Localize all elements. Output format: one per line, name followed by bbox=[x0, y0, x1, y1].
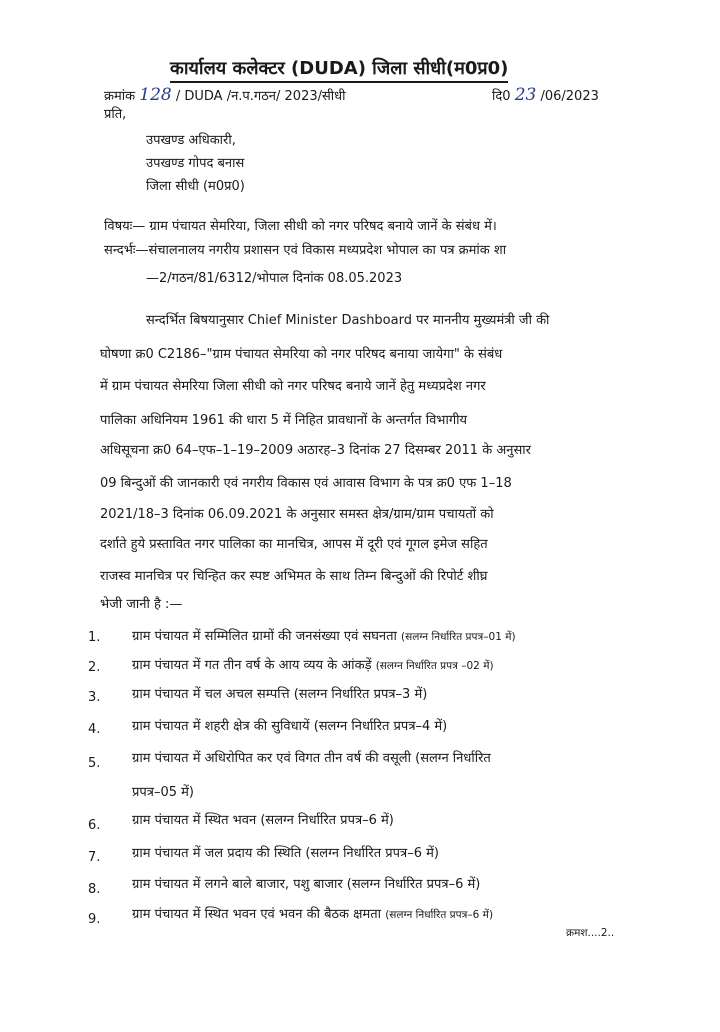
subject-line: विषयः— ग्राम पंचायत सेमरिया, जिला सीधी को नगर परिषद बनाये जानें के संबंध में। bbox=[104, 219, 497, 234]
body-line-8: दर्शाते हुये प्रस्तावित नगर पालिका का मानचित्र, आपस में दूरी एवं गूगल इमेज सहित bbox=[100, 537, 488, 552]
list-item-text: ग्राम पंचायत में गत तीन वर्ष के आय व्यय के आंकड़ें bbox=[132, 658, 372, 673]
list-item bbox=[132, 874, 480, 892]
continued-marker: क्रमश....2.. bbox=[566, 927, 615, 939]
body-line-5: अधिसूचना क्र0 64–एफ–1–19–2009 अठारह–3 दिनांक 27 दिसम्बर 2011 के अनुसार bbox=[100, 443, 531, 458]
list-item-text: ग्राम पंचायत में स्थित भवन एवं भवन की बैठक क्षमता bbox=[132, 907, 382, 922]
kramank-rest: / DUDA /न.प.गठन/ 2023/सीधी bbox=[175, 89, 346, 104]
list-item-text: ग्राम पंचायत में स्थित भवन (सलग्न निर्धारित प्रपत्र–6 में) bbox=[132, 813, 394, 828]
list-item-number: 5. bbox=[88, 756, 101, 771]
kramank-label: क्रमांक bbox=[104, 89, 136, 104]
body-line-3: में ग्राम पंचायत सेमरिया जिला सीधी को नगर परिषद बनाये जानें हेतु मध्यप्रदेश नगर bbox=[100, 379, 486, 394]
reference-sandarbh-1: सन्दर्भः—संचालनालय नगरीय प्रशासन एवं विकास मध्यप्रदेश भोपाल का पत्र क्रमांक शा bbox=[104, 243, 507, 258]
list-item-text: ग्राम पंचायत में जल प्रदाय की स्थिति (सलग्न निर्धारित प्रपत्र–6 में) bbox=[132, 846, 439, 861]
list-item-number: 6. bbox=[88, 818, 101, 833]
list-item-number: 4. bbox=[88, 722, 101, 737]
list-item-number: 7. bbox=[88, 850, 101, 865]
list-item-number: 9. bbox=[88, 912, 101, 927]
list-item bbox=[132, 810, 394, 828]
list-item-number: 8. bbox=[88, 882, 101, 897]
body-line-10: भेजी जानी है :— bbox=[100, 597, 183, 612]
list-item-text: ग्राम पंचायत में सम्मिलित ग्रामों की जनसंख्या एवं सघनता bbox=[132, 629, 397, 644]
list-item bbox=[132, 843, 439, 861]
body-line-9: राजस्व मानचित्र पर चिन्हित कर स्पष्ट अभिमत के साथ तिम्न बिन्दुओं की रिपोर्ट शीघ्र bbox=[100, 569, 488, 584]
list-item-text: ग्राम पंचायत में लगने बाले बाजार, पशु बाजार (सलग्न निर्धारित प्रपत्र–6 में) bbox=[132, 877, 481, 892]
reference-sandarbh-2: —2/गठन/81/6312/भोपाल दिनांक 08.05.2023 bbox=[146, 271, 403, 286]
body-line-2: घोषणा क्र0 C2186–"ग्राम पंचायत सेमरिया को नगर परिषद बनाया जायेगा" के संबंध bbox=[100, 347, 503, 362]
kramank-number: 128 bbox=[139, 85, 172, 105]
office-title: कार्यालय कलेक्टर (DUDA) जिला सीधी(म0प्र0) bbox=[170, 56, 508, 83]
body-line-7: 2021/18–3 दिनांक 06.09.2021 के अनुसार समस्त क्षेत्र/ग्राम/ग्राम पचायतों को bbox=[100, 507, 494, 522]
date-label: दि0 bbox=[492, 89, 511, 104]
list-item bbox=[132, 655, 494, 673]
body-line-1: सन्दर्भित बिषयानुसार Chief Minister Dashboard पर माननीय मुख्यमंत्री जी की bbox=[146, 313, 550, 328]
list-item bbox=[132, 716, 447, 734]
list-item-note: (सलग्न निर्धारित प्रपत्र–6 में) bbox=[385, 909, 494, 921]
list-item bbox=[132, 904, 493, 922]
addressee-line-2: उपखण्ड गोपद बनास bbox=[146, 156, 245, 171]
list-item-number: 1. bbox=[88, 630, 101, 645]
date-day: 23 bbox=[514, 85, 537, 105]
date-line bbox=[492, 86, 599, 106]
list-item bbox=[132, 626, 516, 644]
addressee-line-3: जिला सीधी (म0प्र0) bbox=[146, 179, 245, 194]
list-item-note: (सलग्न निर्धारित प्रपत्र –02 में) bbox=[375, 660, 494, 672]
list-item-number: 3. bbox=[88, 690, 101, 705]
addressee-line-1: उपखण्ड अधिकारी, bbox=[146, 133, 236, 148]
list-item-text: ग्राम पंचायत में चल अचल सम्पत्ति (सलग्न निर्धारित प्रपत्र–3 में) bbox=[132, 687, 428, 702]
date-rest: /06/2023 bbox=[540, 89, 599, 104]
list-item-note: (सलग्न निर्धारित प्रपत्र–01 में) bbox=[401, 631, 516, 643]
reference-line bbox=[104, 86, 346, 106]
body-line-6: 09 बिन्दुओं की जानकारी एवं नगरीय विकास एवं आवास विभाग के पत्र क्र0 एफ 1–18 bbox=[100, 476, 512, 491]
list-item bbox=[132, 684, 427, 702]
body-line-4: पालिका अधिनियम 1961 की धारा 5 में निहित प्रावधानों के अन्तर्गत विभागीय bbox=[100, 413, 468, 428]
list-item-continuation: प्रपत्र–05 में) bbox=[132, 785, 194, 800]
list-item-text: ग्राम पंचायत में शहरी क्षेत्र की सुविधायें (सलग्न निर्धारित प्रपत्र–4 में) bbox=[132, 719, 448, 734]
list-item-text: ग्राम पंचायत में अधिरोपित कर एवं विगत तीन वर्ष की वसूली (सलग्न निर्धारित bbox=[132, 751, 491, 766]
list-item bbox=[132, 748, 491, 766]
prati-label: प्रति, bbox=[104, 107, 127, 122]
list-item-number: 2. bbox=[88, 660, 101, 675]
